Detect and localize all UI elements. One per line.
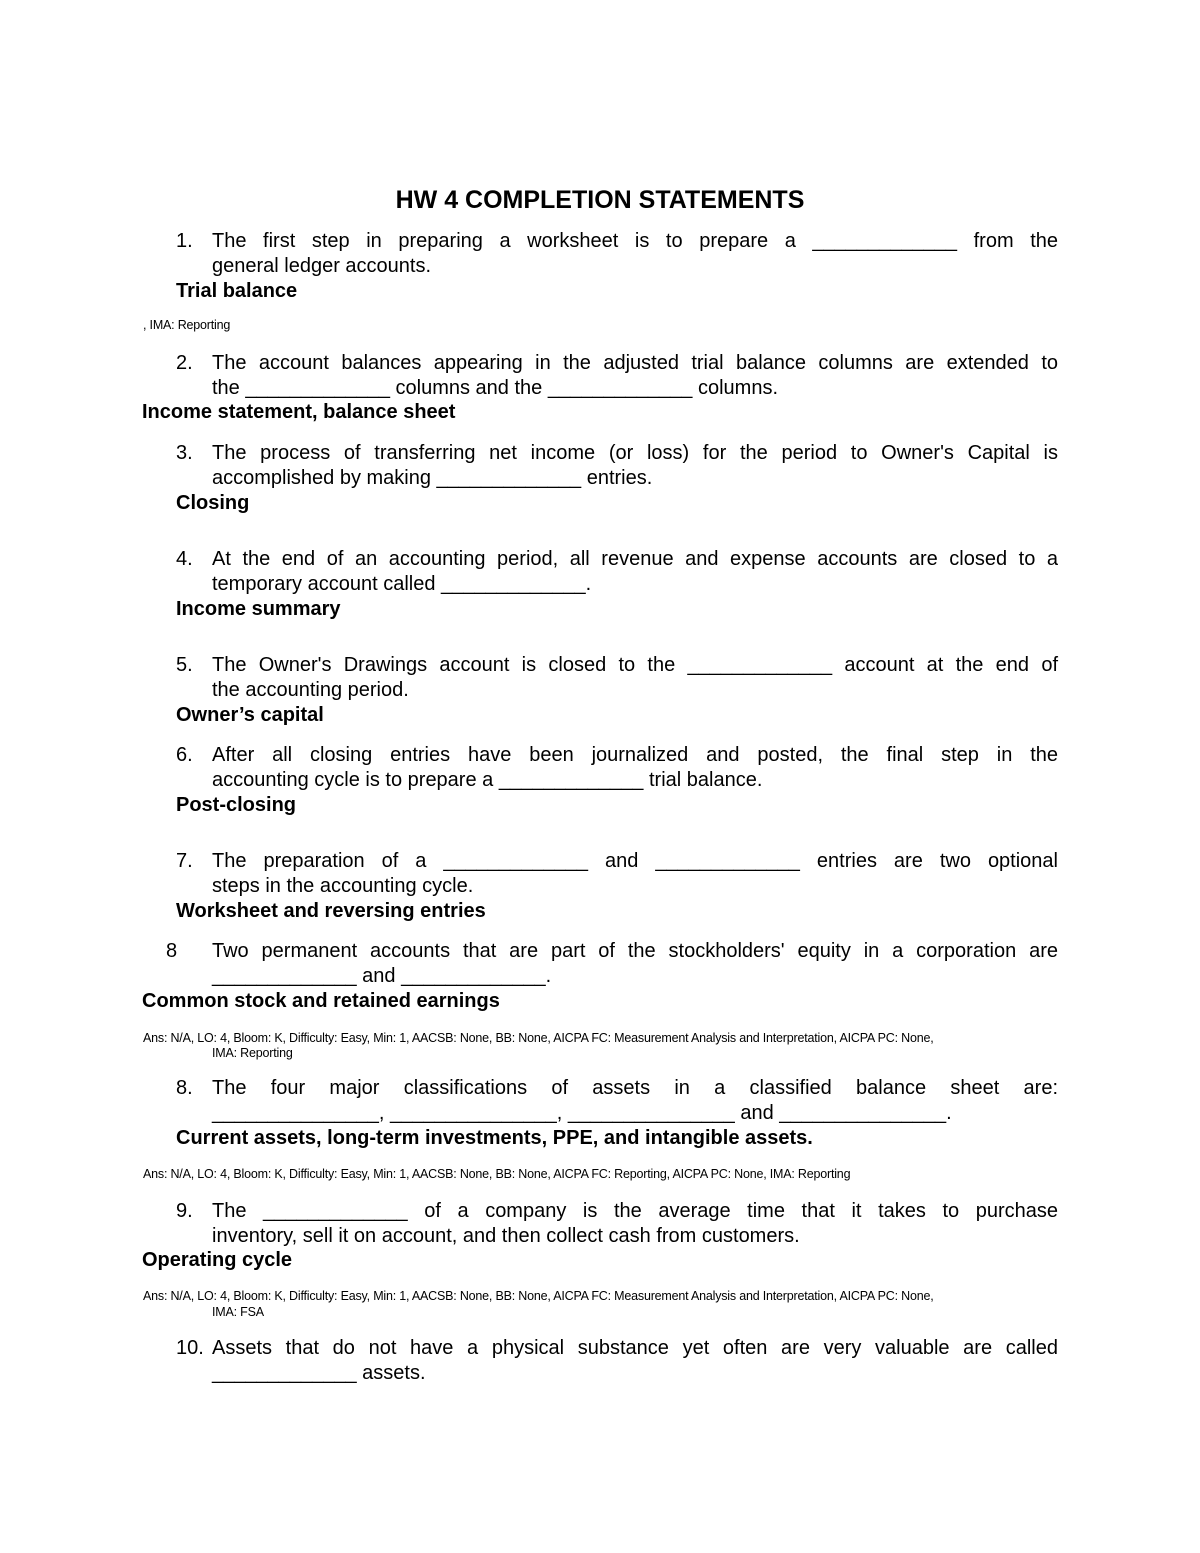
question-number: 7. [176,850,193,872]
answer: Current assets, long-term investments, PPE, and intangible assets. [176,1127,813,1149]
question-metadata: Ans: N/A, LO: 4, Bloom: K, Difficulty: Easy, Min: 1, AACSB: None, BB: None, AICPA FC: Measurement Analysis and Interpretation, AICPA PC: None, [143,1289,934,1303]
question-number: 8 [166,940,178,962]
question-metadata: Ans: N/A, LO: 4, Bloom: K, Difficulty: Easy, Min: 1, AACSB: None, BB: None, AICPA FC: Reporting, AICPA PC: None, IMA: Reporting [143,1167,851,1181]
answer: Closing [176,492,250,514]
question-metadata: Ans: N/A, LO: 4, Bloom: K, Difficulty: Easy, Min: 1, AACSB: None, BB: None, AICPA FC: Measurement Analysis and Interpretation, AICPA PC: None, [143,1031,934,1045]
answer: Post-closing [176,794,297,816]
answer: Common stock and retained earnings [142,990,500,1012]
question-number: 10. [176,1337,204,1359]
answer: Operating cycle [142,1249,293,1271]
question-text: temporary account called _____________. [212,573,592,595]
question-text: Assets that do not have a physical substance yet often are very valuable are called [212,1337,1058,1359]
question-text: Two permanent accounts that are part of the stockholders' equity in a corporation are [212,940,1058,962]
question-text: The preparation of a _____________ and _____________ entries are two optional [212,850,1058,872]
question-number: 6. [176,744,193,766]
question-text: The Owner's Drawings account is closed to the _____________ account at the end of [212,654,1058,676]
question-text: The _____________ of a company is the average time that it takes to purchase [212,1200,1058,1222]
question-text: the _____________ columns and the _____________ columns. [212,377,779,399]
question-text: general ledger accounts. [212,255,432,277]
question-metadata: IMA: FSA [212,1305,264,1319]
question-number: 9. [176,1200,193,1222]
question-text: The process of transferring net income (or loss) for the period to Owner's Capital is [212,442,1058,464]
question-metadata: , IMA: Reporting [143,318,231,332]
question-number: 2. [176,352,193,374]
question-text: _______________, _______________, _______________ and _______________. [212,1102,952,1124]
question-number: 8. [176,1077,193,1099]
question-number: 4. [176,548,193,570]
question-text: the accounting period. [212,679,409,701]
question-text: After all closing entries have been journalized and posted, the final step in the [212,744,1058,766]
question-text: inventory, sell it on account, and then collect cash from customers. [212,1225,800,1247]
answer: Income statement, balance sheet [142,401,456,423]
question-text: _____________ assets. [212,1362,426,1384]
question-text: accounting cycle is to prepare a _____________ trial balance. [212,769,763,791]
document-title: HW 4 COMPLETION STATEMENTS [395,186,805,214]
question-number: 1. [176,230,193,252]
answer: Income summary [176,598,341,620]
question-text: accomplished by making _____________ entries. [212,467,653,489]
question-number: 3. [176,442,193,464]
question-text: At the end of an accounting period, all revenue and expense accounts are closed to a [212,548,1058,570]
answer: Trial balance [176,280,298,302]
question-text: The first step in preparing a worksheet is to prepare a _____________ from the [212,230,1058,252]
answer: Owner’s capital [176,704,324,726]
question-text: The four major classifications of assets in a classified balance sheet are: [212,1077,1058,1099]
question-text: steps in the accounting cycle. [212,875,474,897]
answer: Worksheet and reversing entries [176,900,486,922]
question-metadata: IMA: Reporting [212,1046,293,1060]
question-text: _____________ and _____________. [212,965,552,987]
question-text: The account balances appearing in the adjusted trial balance columns are extended to [212,352,1058,374]
question-number: 5. [176,654,193,676]
